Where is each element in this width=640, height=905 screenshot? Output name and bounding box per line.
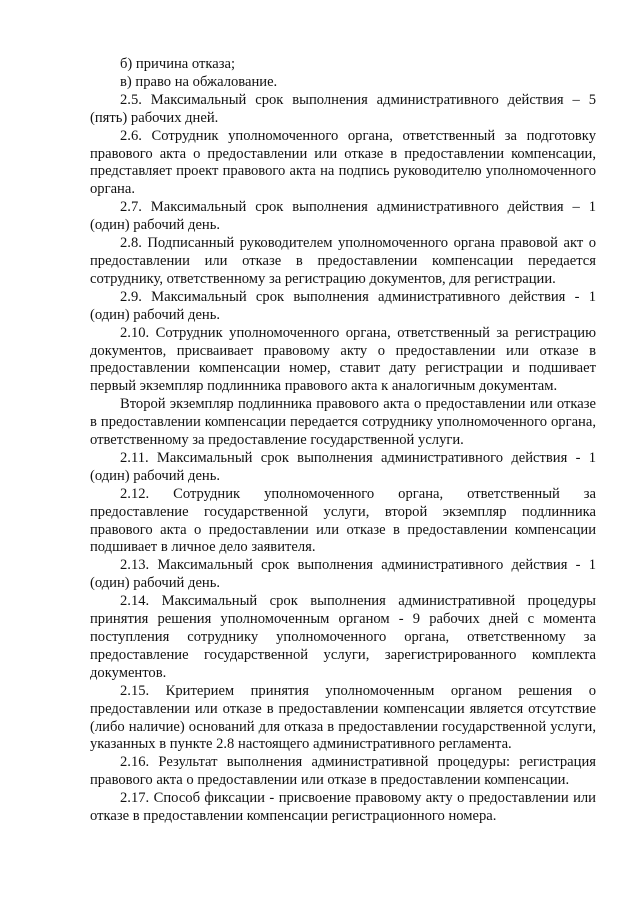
paragraph-2-7: 2.7. Максимальный срок выполнения административного действия – 1 (один) рабочий день. (90, 199, 596, 234)
paragraph-appeal: в) право на обжалование. (120, 73, 278, 90)
paragraph-2-16: 2.16. Результат выполнения административной процедуры: регистрация правового акта о предоставлении или отказе в предоставлении компенсации. (90, 754, 596, 789)
paragraph-2-14: 2.14. Максимальный срок выполнения административной процедуры принятия решения уполномоченным органом - 9 рабочих дней с момента поступления сотруднику уполномоченного органа, ответственному за предоставление государственной услуги, зарегистрированного комплекта документов. (90, 593, 596, 681)
paragraph-2-13: 2.13. Максимальный срок выполнения административного действия - 1 (один) рабочий день. (90, 557, 596, 592)
paragraph-2-9: 2.9. Максимальный срок выполнения административного действия - 1 (один) рабочий день. (90, 288, 596, 323)
paragraph-2-8: 2.8. Подписанный руководителем уполномоченного органа правовой акт о предоставлении или отказе в предоставлении компенсации передается сотруднику, ответственному за регистрацию документов, для регистрации. (90, 235, 596, 287)
paragraph-2-11: 2.11. Максимальный срок выполнения административного действия - 1 (один) рабочий день. (90, 449, 596, 484)
paragraph-2-17: 2.17. Способ фиксации - присвоение правовому акту о предоставлении или отказе в предоставлении компенсации регистрационного номера. (90, 790, 596, 825)
document-page (90, 56, 596, 826)
paragraph-2-6: 2.6. Сотрудник уполномоченного органа, ответственный за подготовку правового акта о предоставлении или отказе в предоставлении компенсации, представляет проект правового акта на подпись руководителю уполномоченного органа. (90, 127, 596, 198)
paragraph-2-12: 2.12. Сотрудник уполномоченного органа, ответственный за предоставление государственной услуги, второй экземпляр подлинника правового акта о предоставлении или отказе в предоставлении компенсации подшивает в личное дело заявителя. (90, 485, 596, 556)
paragraph-2-15: 2.15. Критерием принятия уполномоченным органом решения о предоставлении или отказе в предоставлении компенсации является отсутствие (либо наличие) оснований для отказа в предоставлении государственной услуги, указанных в пункте 2.8 настоящего административного регламента. (90, 682, 596, 753)
paragraph-2-5: 2.5. Максимальный срок выполнения административного действия – 5 (пять) рабочих дней. (90, 91, 596, 126)
paragraph-2-10: 2.10. Сотрудник уполномоченного органа, ответственный за регистрацию документов, присваивает правовому акту о предоставлении или отказе в предоставлении компенсации номер, ставит дату регистрации и подшивает первый экземпляр подлинника правового акта к аналогичным документам. (90, 324, 596, 395)
paragraph-second-copy: Второй экземпляр подлинника правового акта о предоставлении или отказе в предоставлении компенсации передается сотруднику уполномоченного органа, ответственному за предоставление государственной услуги. (90, 396, 596, 449)
paragraph-reason: б) причина отказа; (120, 56, 236, 72)
